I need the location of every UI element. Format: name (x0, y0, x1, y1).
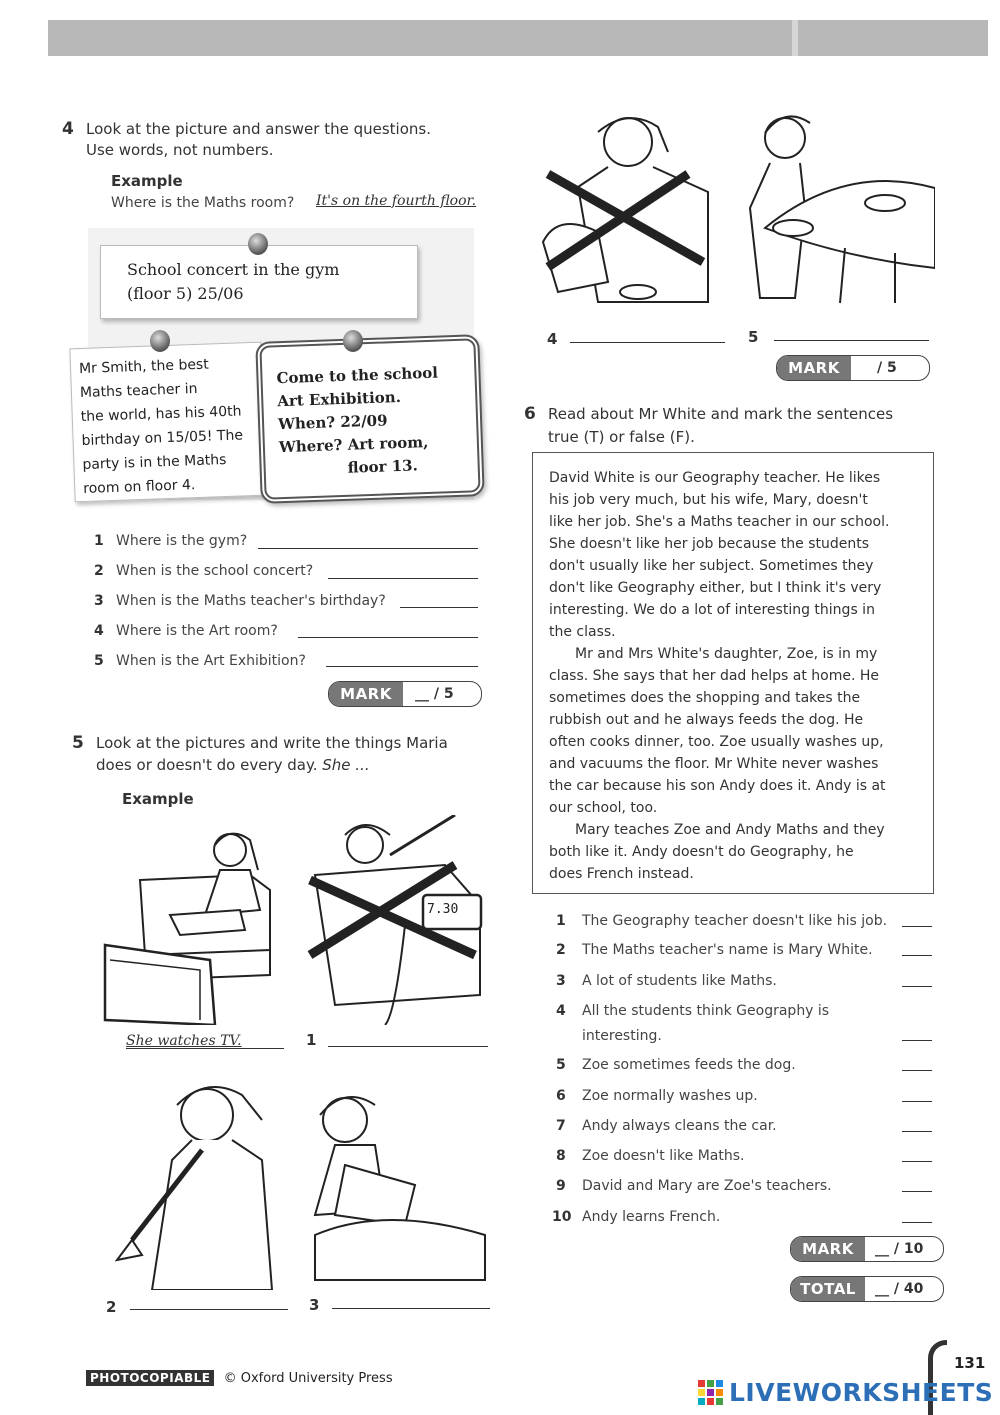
tf-number: 6 (556, 1088, 566, 1104)
note-concert-line-2: (floor 5) 25/06 (127, 284, 244, 303)
note-birthday-line: the world, has his 40th (80, 403, 242, 426)
ex5-item-4-number: 4 (547, 330, 558, 348)
logo-grid-icon (698, 1380, 723, 1405)
tf-statement-1 (556, 913, 887, 929)
tf-number: 7 (556, 1118, 566, 1134)
page-number: 131 (954, 1354, 986, 1372)
reading-line: like her job. She's a Maths teacher in our school. (549, 514, 890, 530)
tf-answer-5[interactable] (902, 1070, 932, 1071)
tf-statement-9 (556, 1178, 832, 1194)
total-label: TOTAL (791, 1277, 865, 1301)
ex6-instruction-2: true (T) or false (F). (548, 428, 695, 446)
mark-value: __ / 10 (875, 1241, 924, 1257)
answer-line-q5[interactable] (326, 666, 478, 667)
tf-number: 5 (556, 1057, 566, 1073)
reading-line: interesting. We do a lot of interesting things in (549, 602, 875, 618)
ex5-item-3-number: 3 (309, 1296, 320, 1314)
note-art-line: Where? Art room, (278, 432, 429, 457)
photocopiable-badge: PHOTOCOPIABLE (86, 1370, 214, 1386)
tf-statement-10 (552, 1209, 720, 1225)
brand-name: LIVEWORKSHEETS (729, 1378, 994, 1407)
reading-text (549, 467, 889, 885)
reading-text-box (532, 452, 934, 894)
tf-text: All the students think Geography is (582, 1003, 830, 1019)
note-art-line: Art Exhibition. (277, 387, 402, 411)
answer-line-q1[interactable] (258, 548, 478, 549)
reading-line: Mary teaches Zoe and Andy Maths and they (575, 822, 885, 838)
ex6-number: 6 (524, 404, 536, 424)
tf-statement-4 (556, 1003, 829, 1019)
pin-icon (343, 330, 363, 352)
ex4-question-2 (94, 563, 313, 579)
tf-text: David and Mary are Zoe's teachers. (582, 1178, 832, 1194)
reading-line: Mr and Mrs White's daughter, Zoe, is in my (575, 646, 878, 662)
q-text: Where is the gym? (116, 533, 248, 549)
ex4-number: 4 (62, 119, 74, 139)
tf-statement-2 (556, 942, 873, 958)
note-art-line: floor 13. (347, 456, 419, 477)
ex4-question-4 (94, 623, 278, 639)
tf-text: The Maths teacher's name is Mary White. (582, 942, 873, 958)
example-answer-line (126, 1048, 284, 1049)
note-birthday (69, 342, 266, 503)
reading-line: his job very much, but his wife, Mary, doesn't (549, 492, 868, 508)
note-concert-line-1: School concert in the gym (127, 260, 340, 279)
tf-text: Zoe doesn't like Maths. (582, 1148, 745, 1164)
reading-line: and vacuums the floor. Mr White never washes (549, 756, 879, 772)
tf-number: 8 (556, 1148, 566, 1164)
tf-answer-3[interactable] (902, 986, 932, 987)
q-number: 5 (94, 653, 104, 669)
ex5-instruction-2-text: does or doesn't do every day. (96, 756, 318, 774)
tf-number: 1 (556, 913, 566, 929)
ex5-example-label: Example (122, 790, 194, 808)
picture-5-set-table (745, 108, 935, 308)
mark-value: / 5 (877, 360, 897, 376)
tf-number: 2 (556, 942, 566, 958)
ex4-instruction-1: Look at the picture and answer the questions. (86, 120, 431, 138)
reading-line: rubbish out and he always feeds the dog. He (549, 712, 864, 728)
reading-line: David White is our Geography teacher. He likes (549, 470, 881, 486)
note-birthday-line: party is in the Maths (82, 451, 227, 474)
note-art-line: When? 22/09 (277, 411, 388, 434)
answer-line-ex5-1[interactable] (328, 1046, 488, 1047)
tf-statement-8 (556, 1148, 744, 1164)
ex4-question-5 (94, 653, 306, 669)
ex4-example-question: Where is the Maths room? (111, 195, 295, 211)
reading-line: often cooks dinner, too. Zoe usually washes up, (549, 734, 884, 750)
note-birthday-line: Maths teacher in (79, 380, 198, 402)
ex5-instruction-1: Look at the pictures and write the things Maria (96, 734, 448, 752)
reading-line: our school, too. (549, 800, 658, 816)
ex5-item-5-number: 5 (748, 328, 759, 346)
reading-line: don't like Geography either, but I think it's very (549, 580, 882, 596)
reading-line: the class. (549, 624, 616, 640)
picture-2-trumpet (112, 1080, 287, 1290)
ex5-instruction-2 (96, 755, 370, 776)
ex5-number: 5 (72, 733, 84, 753)
tf-text: Zoe normally washes up. (582, 1088, 758, 1104)
footer-copyright (86, 1367, 393, 1386)
q-text: Where is the Art room? (116, 623, 278, 639)
ex5-example-answer: She watches TV. (126, 1033, 242, 1049)
tf-statement-5 (556, 1057, 796, 1073)
ex4-instruction-2: Use words, not numbers. (86, 141, 274, 159)
note-art-line: Come to the school (276, 363, 439, 388)
ex6-instruction-1: Read about Mr White and mark the sentences (548, 405, 894, 423)
tf-statement-7 (556, 1118, 777, 1134)
reading-line: both like it. Andy doesn't do Geography, he (549, 844, 854, 860)
tf-number: 10 (552, 1209, 572, 1225)
answer-line-ex5-3[interactable] (332, 1308, 490, 1309)
picture-watching-tv (100, 820, 285, 1025)
tf-statement-3 (556, 973, 777, 989)
pin-icon (248, 233, 268, 255)
q-number: 4 (94, 623, 104, 639)
picture-1-wake-up (305, 815, 490, 1025)
ex5-item-1-number: 1 (306, 1031, 317, 1049)
tf-statement-6 (556, 1088, 758, 1104)
mark-value: __ / 5 (415, 686, 454, 702)
answer-line-q3[interactable] (400, 607, 478, 608)
clock-display: 7.30 (427, 902, 459, 917)
ex4-mark-box (328, 681, 482, 707)
tf-answer-10[interactable] (902, 1222, 932, 1223)
total-value: __ / 40 (875, 1281, 924, 1297)
tf-number: 4 (556, 1003, 566, 1019)
top-grey-banner (48, 20, 988, 56)
note-art-exhibition (255, 334, 485, 504)
q-number: 3 (94, 593, 104, 609)
answer-line-ex5-2[interactable] (130, 1309, 288, 1310)
picture-3-make-bed (305, 1085, 490, 1285)
ex5-mark-box (776, 355, 930, 381)
q-text: When is the school concert? (116, 563, 314, 579)
q-text: When is the Maths teacher's birthday? (116, 593, 386, 609)
ex5-instruction-she: She ... (322, 756, 370, 774)
reading-line: does French instead. (549, 866, 694, 882)
note-birthday-text (79, 351, 245, 501)
tf-answer-9[interactable] (902, 1191, 932, 1192)
note-birthday-line: Mr Smith, the best (78, 356, 209, 378)
mark-label: MARK (777, 356, 851, 380)
pin-icon (150, 330, 170, 352)
tf-answer-1[interactable] (902, 926, 932, 927)
note-concert (100, 245, 418, 319)
tf-answer-4[interactable] (902, 1040, 932, 1041)
reading-line: sometimes does the shopping and takes the (549, 690, 861, 706)
tf-answer-7[interactable] (902, 1131, 932, 1132)
mark-label: MARK (329, 682, 403, 706)
liveworksheets-logo (698, 1378, 993, 1407)
tf-text: The Geography teacher doesn't like his job. (582, 913, 888, 929)
answer-line-q2[interactable] (328, 578, 478, 579)
q-number: 2 (94, 563, 104, 579)
reading-line: class. She says that her dad helps at home. He (549, 668, 880, 684)
tf-text: Andy learns French. (582, 1209, 721, 1225)
ex6-mark-box (790, 1236, 944, 1262)
ex4-example-answer: It's on the fourth floor. (316, 193, 477, 209)
publisher: © Oxford University Press (223, 1371, 393, 1386)
picture-4-feed-cat (538, 112, 728, 312)
answer-line-ex5-5[interactable] (774, 340, 929, 341)
note-birthday-line: room on floor 4. (83, 477, 196, 497)
tf-text: Andy always cleans the car. (582, 1118, 777, 1134)
tf-number: 3 (556, 973, 566, 989)
tf-statement-4-cont (556, 1028, 662, 1044)
q-text: When is the Art Exhibition? (116, 653, 306, 669)
tf-number: 9 (556, 1178, 566, 1194)
total-box (790, 1276, 944, 1302)
answer-line-q4[interactable] (298, 637, 478, 638)
answer-line-ex5-4[interactable] (570, 342, 725, 343)
tf-answer-6[interactable] (902, 1101, 932, 1102)
tf-text: A lot of students like Maths. (582, 973, 777, 989)
mark-label: MARK (791, 1237, 865, 1261)
q-number: 1 (94, 533, 104, 549)
tf-text: interesting. (582, 1028, 662, 1044)
note-art-text (276, 362, 441, 483)
reading-line: She doesn't like her job because the students (549, 536, 870, 552)
ex4-example-label: Example (111, 172, 183, 190)
ex5-item-2-number: 2 (106, 1298, 117, 1316)
reading-line: the car because his son Andy does it. Andy is at (549, 778, 886, 794)
ex4-question-3 (94, 593, 386, 609)
reading-line: don't usually like her subject. Sometimes they (549, 558, 874, 574)
tf-text: Zoe sometimes feeds the dog. (582, 1057, 796, 1073)
note-birthday-line: birthday on 15/05! The (81, 427, 244, 450)
ex4-question-1 (94, 533, 247, 549)
tf-answer-2[interactable] (902, 955, 932, 956)
tf-answer-8[interactable] (902, 1161, 932, 1162)
